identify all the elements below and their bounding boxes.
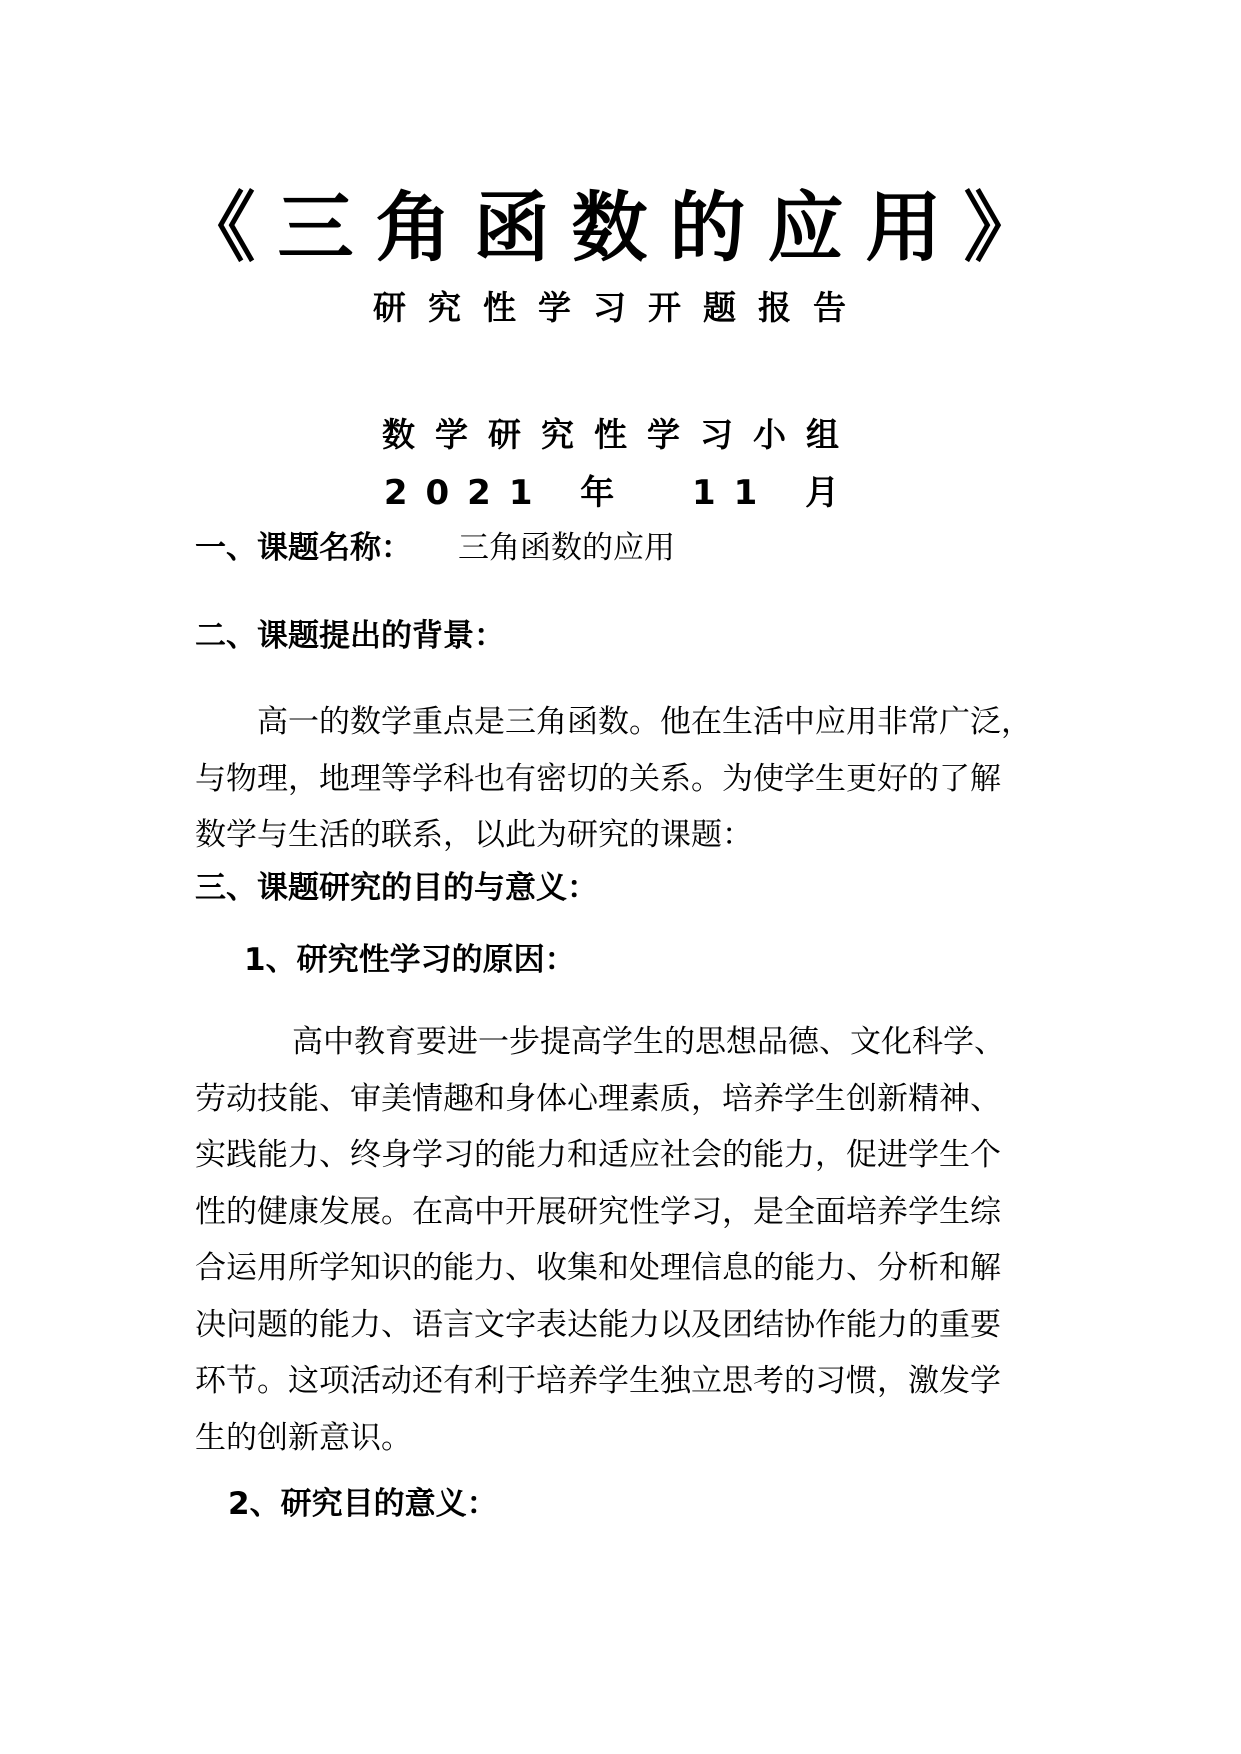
paragraph-line: 性的健康发展。在高中开展研究性学习，是全面培养学生综 <box>195 1193 1001 1230</box>
paragraph-line: 实践能力、终身学习的能力和适应社会的能力，促进学生个 <box>195 1137 1001 1173</box>
paragraph-line: 与物理，地理等学科也有密切的关系。为使学生更好的了解 <box>195 760 1001 797</box>
section-topic-name-value: 三角函数的应用 <box>458 530 675 566</box>
section-background-heading: 二、课题提出的背景： <box>195 618 505 654</box>
subsection-reason-heading: 1、研究性学习的原因： <box>244 942 576 978</box>
section-topic-name-heading: 一、课题名称： <box>195 530 412 566</box>
paragraph-line: 环节。这项活动还有利于培养学生独立思考的习惯，激发学 <box>195 1363 1001 1399</box>
report-date: 2021 年 11 月 <box>383 473 858 513</box>
paragraph-line: 生的创新意识。 <box>195 1419 412 1456</box>
paragraph-line: 合运用所学知识的能力、收集和处理信息的能力、分析和解 <box>195 1250 1001 1286</box>
subsection-significance-heading: 2、研究目的意义： <box>228 1486 498 1522</box>
document-subtitle: 研究性学习开题报告 <box>373 288 868 327</box>
paragraph-line: 高中教育要进一步提高学生的思想品德、文化科学、 <box>292 1024 1005 1060</box>
section-background-paragraph <box>195 694 1055 864</box>
document-title: 《三角函数的应用》 <box>179 183 1062 272</box>
paragraph-line: 数学与生活的联系，以此为研究的课题： <box>195 817 753 853</box>
paragraph-line: 劳动技能、审美情趣和身体心理素质，培养学生创新精神、 <box>195 1080 1001 1117</box>
paragraph-line: 决问题的能力、语言文字表达能力以及团结协作能力的重要 <box>195 1306 1001 1343</box>
section-purpose-heading: 三、课题研究的目的与意义： <box>195 870 598 906</box>
group-name: 数学研究性学习小组 <box>382 415 859 454</box>
subsection-reason-paragraph <box>195 1014 1055 1466</box>
paragraph-line: 高一的数学重点是三角函数。他在生活中应用非常广泛， <box>257 704 1032 740</box>
